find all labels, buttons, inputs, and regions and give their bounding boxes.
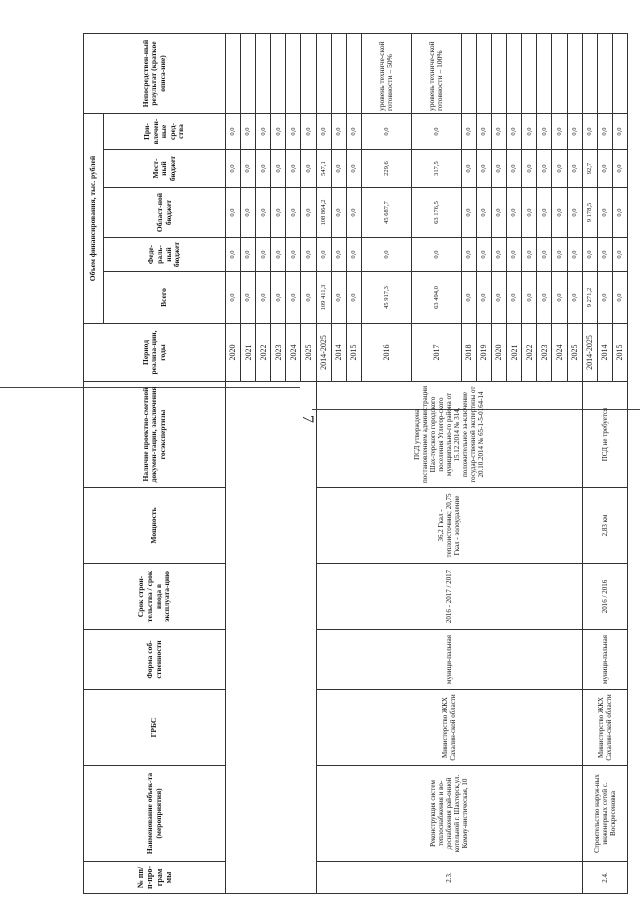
regional-cell: 0,0 [241,188,256,238]
period-cell: 2024 [286,324,301,382]
federal-cell: 0,0 [226,238,241,272]
object-capacity: 2,83 км [582,488,627,564]
regional-cell: 0,0 [537,188,552,238]
period-cell: 2014 [331,324,346,382]
federal-cell: 0,0 [612,238,627,272]
result-cell [492,34,507,114]
total-cell: 0,0 [492,272,507,324]
object-ownership: муници-пальная [316,630,582,690]
local-cell: 0,0 [286,150,301,188]
result-cell [567,34,582,114]
attracted-cell: 0,0 [597,114,612,150]
regional-cell: 0,0 [301,188,316,238]
period-cell: 2016 [361,324,411,382]
attracted-cell: 0,0 [461,114,476,150]
object-grbs: Министерство ЖКХ Сахалин-ской области [316,690,582,766]
period-cell: 2023 [271,324,286,382]
federal-cell: 0,0 [507,238,522,272]
result-cell [552,34,567,114]
attracted-cell: 0,0 [507,114,522,150]
object-num: 2.4. [582,862,627,894]
result-cell [241,34,256,114]
total-cell: 0,0 [461,272,476,324]
attracted-cell: 0,0 [256,114,271,150]
local-cell: 317,5 [411,150,461,188]
result-cell [256,34,271,114]
result-cell [597,34,612,114]
period-cell: 2018 [461,324,476,382]
object-psd: ПСД не требуется [582,382,627,488]
period-cell: 2017 [411,324,461,382]
result-cell [316,34,331,114]
object-psd: ПСД утверждена постановлением администрации Шах-терского городского поселения Углегор-ского муниципально-го района от 15.12.2014 № 314, положительное за-ключение государ-ственной экспертизы от 20.10.2014 № 65-1-5-0164-14 [316,382,582,488]
period-cell: 2014 [597,324,612,382]
regional-cell: 0,0 [226,188,241,238]
result-cell [537,34,552,114]
total-cell: 0,0 [567,272,582,324]
federal-cell: 0,0 [552,238,567,272]
federal-cell: 0,0 [241,238,256,272]
federal-cell: 0,0 [256,238,271,272]
total-cell: 45 917,3 [361,272,411,324]
header-attracted: При-влечен-ные сред-ства [104,114,226,150]
federal-cell: 0,0 [346,238,361,272]
table-row [582,34,597,894]
period-cell: 2014-2025 [582,324,597,382]
result-cell: уровень техниче-ской готовности – 50% [361,34,411,114]
regional-cell: 0,0 [256,188,271,238]
regional-cell: 0,0 [346,188,361,238]
attracted-cell: 0,0 [226,114,241,150]
rotated-page [83,34,628,894]
header-row-1 [84,34,104,894]
total-cell: 0,0 [522,272,537,324]
period-cell: 2025 [567,324,582,382]
object-grbs: Министерство ЖКХ Сахалин-ской области [582,690,627,766]
regional-cell: 0,0 [597,188,612,238]
federal-cell: 0,0 [476,238,491,272]
local-cell: 0,0 [597,150,612,188]
regional-cell: 9 178,5 [582,188,597,238]
object-num: 2.3. [316,862,582,894]
attracted-cell: 0,0 [492,114,507,150]
regional-cell: 0,0 [552,188,567,238]
object-ownership: муници-пальная [582,630,627,690]
period-cell: 2021 [241,324,256,382]
local-cell: 0,0 [522,150,537,188]
period-cell: 2019 [476,324,491,382]
federal-cell: 0,0 [461,238,476,272]
attracted-cell: 0,0 [331,114,346,150]
attracted-cell: 0,0 [612,114,627,150]
federal-cell: 0,0 [361,238,411,272]
regional-cell: 0,0 [567,188,582,238]
period-cell: 2024 [552,324,567,382]
regional-cell: 0,0 [286,188,301,238]
header-period: Период реализа-ции, годы [84,324,226,382]
header-num: № пп/ п-про-грам мы [84,862,226,894]
local-cell: 0,0 [271,150,286,188]
total-cell: 0,0 [226,272,241,324]
header-grbs: ГРБС [84,690,226,766]
header-ownership: Форма соб-ственности [84,630,226,690]
page-number: 7 [299,415,316,423]
local-cell: 0,0 [346,150,361,188]
regional-cell: 0,0 [522,188,537,238]
header-term: Срок строи-тельства / срок ввода в эксплуата-цию [84,564,226,630]
federal-cell: 0,0 [582,238,597,272]
federal-cell: 0,0 [492,238,507,272]
result-cell: уровень техниче-ской готовности – 100% [411,34,461,114]
attracted-cell: 0,0 [411,114,461,150]
object-term: 2016 / 2016 [582,564,627,630]
local-cell: 0,0 [461,150,476,188]
regional-cell: 0,0 [476,188,491,238]
header-name: Наименование объек-та (мероприятия) [84,766,226,862]
total-cell: 0,0 [286,272,301,324]
attracted-cell: 0,0 [522,114,537,150]
period-cell: 2022 [522,324,537,382]
regional-cell: 0,0 [331,188,346,238]
result-cell [582,34,597,114]
header-local: Мест-ный бюджет [104,150,226,188]
regional-cell: 63 176,5 [411,188,461,238]
local-cell: 0,0 [492,150,507,188]
federal-cell: 0,0 [286,238,301,272]
period-cell: 2015 [612,324,627,382]
object-term: 2016 - 2017 / 2017 [316,564,582,630]
local-cell: 0,0 [612,150,627,188]
result-cell [612,34,627,114]
header-federal: Феде-раль-ный бюджет [104,238,226,272]
table-row [316,34,331,894]
total-cell: 0,0 [301,272,316,324]
federal-cell: 0,0 [316,238,331,272]
attracted-cell: 0,0 [582,114,597,150]
regional-cell: 0,0 [612,188,627,238]
period-cell: 2022 [256,324,271,382]
federal-cell: 0,0 [522,238,537,272]
result-cell [271,34,286,114]
attracted-cell: 0,0 [286,114,301,150]
attracted-cell: 0,0 [346,114,361,150]
total-cell: 0,0 [552,272,567,324]
local-cell: 0,0 [226,150,241,188]
attracted-cell: 0,0 [271,114,286,150]
header-psd: Наличие проектно-сметной докумен-тации, заключения госэкспертизы [84,382,226,488]
local-cell: 0,0 [301,150,316,188]
object-name: Строительство наруж-ных инженерных сетей с. Воскресеновка [582,766,627,862]
local-cell: 0,0 [331,150,346,188]
financing-table [83,33,628,894]
local-cell: 229,6 [361,150,411,188]
total-cell: 0,0 [507,272,522,324]
attracted-cell: 0,0 [241,114,256,150]
total-cell: 0,0 [346,272,361,324]
period-cell: 2020 [492,324,507,382]
total-cell: 0,0 [271,272,286,324]
attracted-cell: 0,0 [476,114,491,150]
header-result: Непосредствен-ный результат (краткое описа-ние) [84,34,226,114]
attracted-cell: 0,0 [552,114,567,150]
attracted-cell: 0,0 [301,114,316,150]
total-cell: 63 494,0 [411,272,461,324]
object-name: Реконструкция систем теплоснабжения и во-доснабжения рай-онной котельной г. Шахтерск,ул. Комму-нистическая, 10 [316,766,582,862]
total-cell: 0,0 [256,272,271,324]
result-cell [507,34,522,114]
header-total: Всего [104,272,226,324]
object-capacity: 36,2 Гкал - теплоисточник; 20,75 Гкал - золоудаление [316,488,582,564]
total-cell: 0,0 [612,272,627,324]
regional-cell: 0,0 [461,188,476,238]
local-cell: 547,1 [316,150,331,188]
header-regional: Област-ной бюджет [104,188,226,238]
federal-cell: 0,0 [597,238,612,272]
header-financing: Объем финансирования, тыс. рублей [84,114,104,324]
total-cell: 9 271,2 [582,272,597,324]
result-cell [476,34,491,114]
total-cell: 0,0 [537,272,552,324]
federal-cell: 0,0 [567,238,582,272]
result-cell [461,34,476,114]
federal-cell: 0,0 [537,238,552,272]
local-cell: 0,0 [567,150,582,188]
total-cell: 0,0 [331,272,346,324]
result-cell [286,34,301,114]
local-cell: 0,0 [537,150,552,188]
attracted-cell: 0,0 [361,114,411,150]
table-row [226,34,241,894]
federal-cell: 0,0 [411,238,461,272]
result-cell [301,34,316,114]
total-cell: 0,0 [476,272,491,324]
total-cell: 109 411,3 [316,272,331,324]
period-cell: 2015 [346,324,361,382]
local-cell: 0,0 [241,150,256,188]
period-cell: 2025 [301,324,316,382]
local-cell: 0,0 [256,150,271,188]
period-cell: 2020 [226,324,241,382]
local-cell: 0,0 [552,150,567,188]
regional-cell: 0,0 [492,188,507,238]
regional-cell: 108 864,2 [316,188,331,238]
result-cell [522,34,537,114]
header-capacity: Мощность [84,488,226,564]
attracted-cell: 0,0 [316,114,331,150]
regional-cell: 0,0 [507,188,522,238]
period-cell: 2014-2025 [316,324,331,382]
total-cell: 0,0 [597,272,612,324]
result-cell [346,34,361,114]
federal-cell: 0,0 [331,238,346,272]
period-cell: 2023 [537,324,552,382]
regional-cell: 0,0 [271,188,286,238]
result-cell [226,34,241,114]
regional-cell: 45 687,7 [361,188,411,238]
federal-cell: 0,0 [271,238,286,272]
attracted-cell: 0,0 [537,114,552,150]
result-cell [331,34,346,114]
local-cell: 0,0 [507,150,522,188]
continuation-block [226,382,317,894]
federal-cell: 0,0 [301,238,316,272]
total-cell: 0,0 [241,272,256,324]
attracted-cell: 0,0 [567,114,582,150]
period-cell: 2021 [507,324,522,382]
local-cell: 0,0 [476,150,491,188]
local-cell: 92,7 [582,150,597,188]
